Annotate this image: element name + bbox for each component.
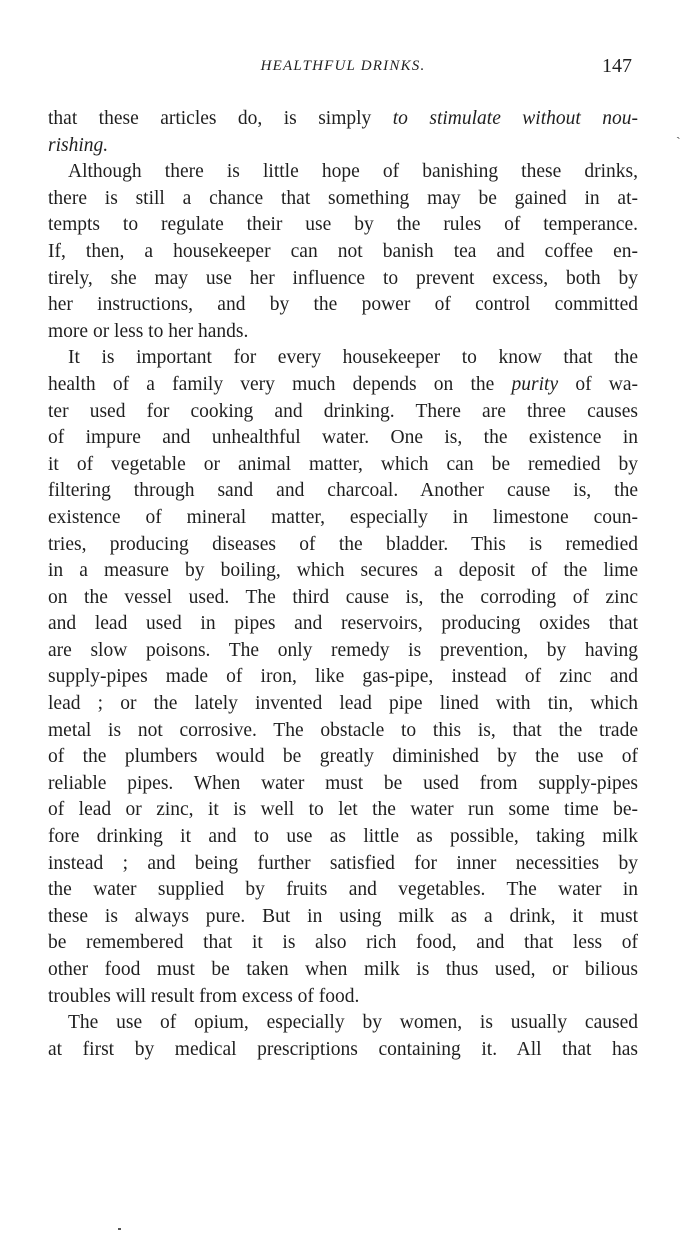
text-line: these is always pure. But in using milk as a drink, it must <box>48 905 638 927</box>
text-line: troubles will result from excess of food. <box>48 985 360 1007</box>
text-line: the water supplied by fruits and vegetables. The water in <box>48 879 638 901</box>
text-line: there is still a chance that something may be gained in at- <box>48 187 638 209</box>
text-line: rishing. <box>48 134 109 156</box>
text-line: at first by medical prescriptions containing it. All that has <box>48 1038 638 1060</box>
text-line: of lead or zinc, it is well to let the water run some time be- <box>48 799 638 821</box>
text-line: filtering through sand and charcoal. Another cause is, the <box>48 480 638 502</box>
text-line: lead ; or the lately invented lead pipe lined with tin, which <box>48 693 638 715</box>
text-line: tempts to regulate their use by the rules of temperance. <box>48 214 638 236</box>
text-line: health of a family very much depends on the purity of wa- <box>48 373 638 395</box>
running-head <box>48 55 638 84</box>
text-line: that these articles do, is simply to stimulate without nou- <box>48 108 638 129</box>
text-line: metal is not corrosive. The obstacle to this is, that the trade <box>48 719 638 741</box>
print-speck <box>118 1228 121 1230</box>
margin-tick-mark: ˎ <box>676 125 681 140</box>
text-line: tirely, she may use her influence to prevent excess, both by <box>48 267 638 289</box>
text-line: instead ; and being further satisfied for inner necessities by <box>48 852 638 874</box>
text-line: reliable pipes. When water must be used from supply-pipes <box>48 772 638 794</box>
body-text <box>48 106 638 1063</box>
text-line: on the vessel used. The third cause is, the corroding of zinc <box>48 586 638 608</box>
text-line: tries, producing diseases of the bladder. This is remedied <box>48 533 638 555</box>
text-line: existence of mineral matter, especially in limestone coun- <box>48 506 638 528</box>
text-line: of the plumbers would be greatly diminished by the use of <box>48 746 638 768</box>
text-line: fore drinking it and to use as little as possible, taking milk <box>48 826 638 848</box>
text-line: be remembered that it is also rich food, and that less of <box>48 932 638 954</box>
text-line: more or less to her hands. <box>48 320 249 342</box>
text-line: her instructions, and by the power of control committed <box>48 294 638 316</box>
text-line: in a measure by boiling, which secures a deposit of the lime <box>48 560 638 582</box>
text-line: are slow poisons. The only remedy is prevention, by having <box>48 639 638 661</box>
running-title: HEALTHFUL DRINKS. <box>260 58 426 74</box>
text-line: of impure and unhealthful water. One is, the existence in <box>48 427 638 449</box>
text-line: The use of opium, especially by women, is usually caused <box>68 1012 638 1034</box>
text-line: It is important for every housekeeper to know that the <box>68 347 638 369</box>
text-line: ter used for cooking and drinking. There are three causes <box>48 400 638 422</box>
page-number: 147 <box>602 55 632 77</box>
text-line: supply-pipes made of iron, like gas-pipe, instead of zinc and <box>48 666 638 688</box>
text-line: If, then, a housekeeper can not banish tea and coffee en- <box>48 240 638 262</box>
text-line: other food must be taken when milk is thus used, or bilious <box>48 959 638 980</box>
text-line: and lead used in pipes and reservoirs, producing oxides that <box>48 613 638 635</box>
text-line: it of vegetable or animal matter, which can be remedied by <box>48 453 638 475</box>
text-line: Although there is little hope of banishing these drinks, <box>68 161 638 183</box>
